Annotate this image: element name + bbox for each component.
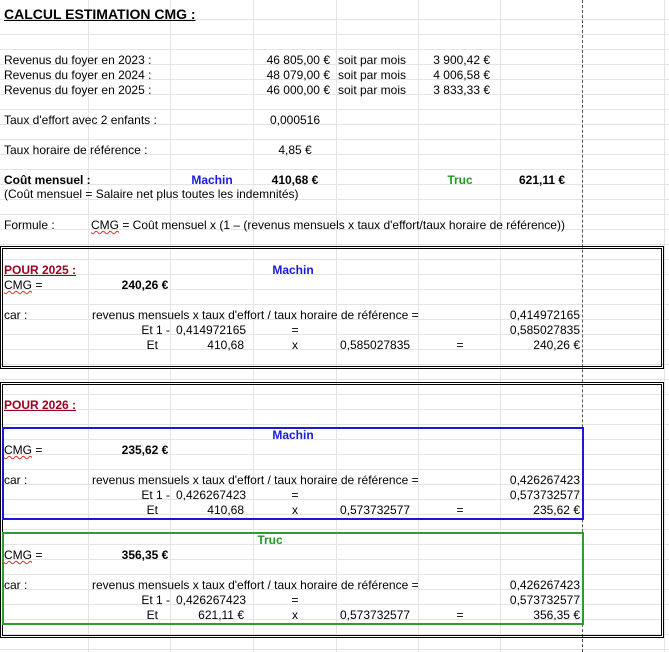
- formule-label[interactable]: Formule :: [4, 218, 55, 232]
- cout-value-truc[interactable]: 621,11 €: [518, 173, 566, 187]
- cout-repeat[interactable]: 621,11 €: [198, 608, 244, 622]
- formule-cmg: CMG: [91, 218, 119, 232]
- ratio-value[interactable]: 0,426267423: [509, 578, 580, 592]
- one-minus-value[interactable]: 0,573732577: [509, 593, 580, 607]
- grid-row-line: [0, 169, 669, 170]
- cmg-label-2026-truc[interactable]: [4, 548, 42, 562]
- times-sign[interactable]: x: [292, 338, 298, 352]
- equals-sign[interactable]: =: [291, 593, 299, 607]
- grid-row-line: [0, 379, 669, 380]
- cmg-value-2026-machin[interactable]: 235,62 €: [121, 443, 169, 457]
- sheet-title: CALCUL ESTIMATION CMG :: [4, 6, 196, 22]
- result-2026-truc[interactable]: 356,35 €: [533, 608, 580, 622]
- cout-repeat[interactable]: 410,68: [207, 338, 244, 352]
- revenus-label[interactable]: Revenus du foyer en 2023 :: [4, 53, 152, 67]
- grid-row-line: [0, 214, 669, 215]
- car-label[interactable]: car :: [4, 473, 28, 487]
- ratio-value[interactable]: 0,426267423: [509, 473, 580, 487]
- cmg-label-2026-machin[interactable]: [4, 443, 42, 457]
- grid-row-line: [0, 244, 669, 245]
- ratio-value[interactable]: 0,414972165: [509, 308, 580, 322]
- equals-sign[interactable]: =: [291, 488, 299, 502]
- ratio-repeat[interactable]: 0,426267423: [176, 593, 247, 607]
- revenus-value[interactable]: 46 000,00 €: [266, 83, 330, 97]
- cmg-text: CMG: [4, 443, 32, 457]
- equals-sign[interactable]: =: [456, 338, 464, 352]
- grid-column-line: [664, 0, 665, 652]
- revenus-monthly[interactable]: 3 833,33 €: [433, 83, 490, 97]
- car-label[interactable]: car :: [4, 578, 28, 592]
- et1-label[interactable]: Et 1 -: [141, 593, 170, 607]
- revenus-monthly[interactable]: 4 006,58 €: [433, 68, 490, 82]
- taux-effort-label[interactable]: Taux d'effort avec 2 enfants :: [4, 113, 157, 127]
- taux-horaire-value[interactable]: 4,85 €: [278, 143, 312, 157]
- grid-row-line: [0, 139, 669, 140]
- et-label[interactable]: Et: [146, 338, 158, 352]
- revenus-label[interactable]: Revenus du foyer en 2024 :: [4, 68, 152, 82]
- heading-2025[interactable]: POUR 2025 :: [4, 263, 77, 277]
- cmg-equals: =: [32, 548, 43, 562]
- revenus-value[interactable]: 46 805,00 €: [266, 53, 330, 67]
- revenus-per[interactable]: soit par mois: [338, 53, 407, 67]
- et-label[interactable]: Et: [146, 608, 158, 622]
- one-minus-value[interactable]: 0,573732577: [509, 488, 580, 502]
- one-minus-repeat[interactable]: 0,573732577: [340, 608, 411, 622]
- name-2026-machin[interactable]: Machin: [272, 428, 314, 442]
- formule-text[interactable]: [91, 218, 565, 232]
- expression-text[interactable]: revenus mensuels x taux d'effort / taux horaire de référence =: [92, 578, 419, 592]
- result-2025[interactable]: 240,26 €: [533, 338, 580, 352]
- cmg-equals: =: [32, 443, 43, 457]
- revenus-value[interactable]: 48 079,00 €: [266, 68, 330, 82]
- cout-repeat[interactable]: 410,68: [207, 503, 244, 517]
- expression-text[interactable]: revenus mensuels x taux d'effort / taux horaire de référence =: [92, 473, 419, 487]
- expression-text[interactable]: revenus mensuels x taux d'effort / taux horaire de référence =: [92, 308, 419, 322]
- equals-sign[interactable]: =: [456, 503, 464, 517]
- cout-name-machin[interactable]: Machin: [191, 173, 233, 187]
- equals-sign[interactable]: =: [456, 608, 464, 622]
- cmg-value-2026-truc[interactable]: 356,35 €: [121, 548, 169, 562]
- taux-horaire-label[interactable]: Taux horaire de référence :: [4, 143, 148, 157]
- cout-value-machin[interactable]: 410,68 €: [271, 173, 319, 187]
- grid-row-line: [0, 34, 669, 35]
- times-sign[interactable]: x: [292, 503, 298, 517]
- et1-label[interactable]: Et 1 -: [141, 323, 170, 337]
- heading-2026[interactable]: POUR 2026 :: [4, 398, 77, 412]
- et1-label[interactable]: Et 1 -: [141, 488, 170, 502]
- times-sign[interactable]: x: [292, 608, 298, 622]
- revenus-per[interactable]: soit par mois: [338, 68, 407, 82]
- cout-mensuel-label[interactable]: Coût mensuel :: [4, 173, 91, 187]
- name-2026-truc[interactable]: Truc: [257, 533, 283, 547]
- ratio-repeat[interactable]: 0,414972165: [176, 323, 247, 337]
- car-label[interactable]: car :: [4, 308, 28, 322]
- grid-row-line: [0, 109, 669, 110]
- one-minus-repeat[interactable]: 0,585027835: [340, 338, 411, 352]
- equals-sign[interactable]: =: [291, 323, 299, 337]
- cout-name-truc[interactable]: Truc: [447, 173, 473, 187]
- one-minus-value[interactable]: 0,585027835: [509, 323, 580, 337]
- cmg-value-2025[interactable]: 240,26 €: [121, 278, 169, 292]
- cout-note[interactable]: (Coût mensuel = Salaire net plus toutes les indemnités): [4, 187, 299, 201]
- taux-effort-value[interactable]: 0,000516: [269, 113, 321, 127]
- revenus-label[interactable]: Revenus du foyer en 2025 :: [4, 83, 152, 97]
- et-label[interactable]: Et: [146, 503, 158, 517]
- name-2025-machin[interactable]: Machin: [272, 263, 314, 277]
- ratio-repeat[interactable]: 0,426267423: [176, 488, 247, 502]
- cmg-equals: =: [32, 278, 43, 292]
- formule-expression: = Coût mensuel x (1 – (revenus mensuels x taux d'effort/taux horaire de référence)): [119, 218, 565, 232]
- cmg-text: CMG: [4, 278, 32, 292]
- grid-row-line: [0, 49, 669, 50]
- one-minus-repeat[interactable]: 0,573732577: [340, 503, 411, 517]
- result-2026-machin[interactable]: 235,62 €: [533, 503, 580, 517]
- grid-row-line: [0, 649, 669, 650]
- revenus-per[interactable]: soit par mois: [338, 83, 407, 97]
- cmg-text: CMG: [4, 548, 32, 562]
- revenus-monthly[interactable]: 3 900,42 €: [433, 53, 490, 67]
- cmg-label-2025[interactable]: [4, 278, 42, 292]
